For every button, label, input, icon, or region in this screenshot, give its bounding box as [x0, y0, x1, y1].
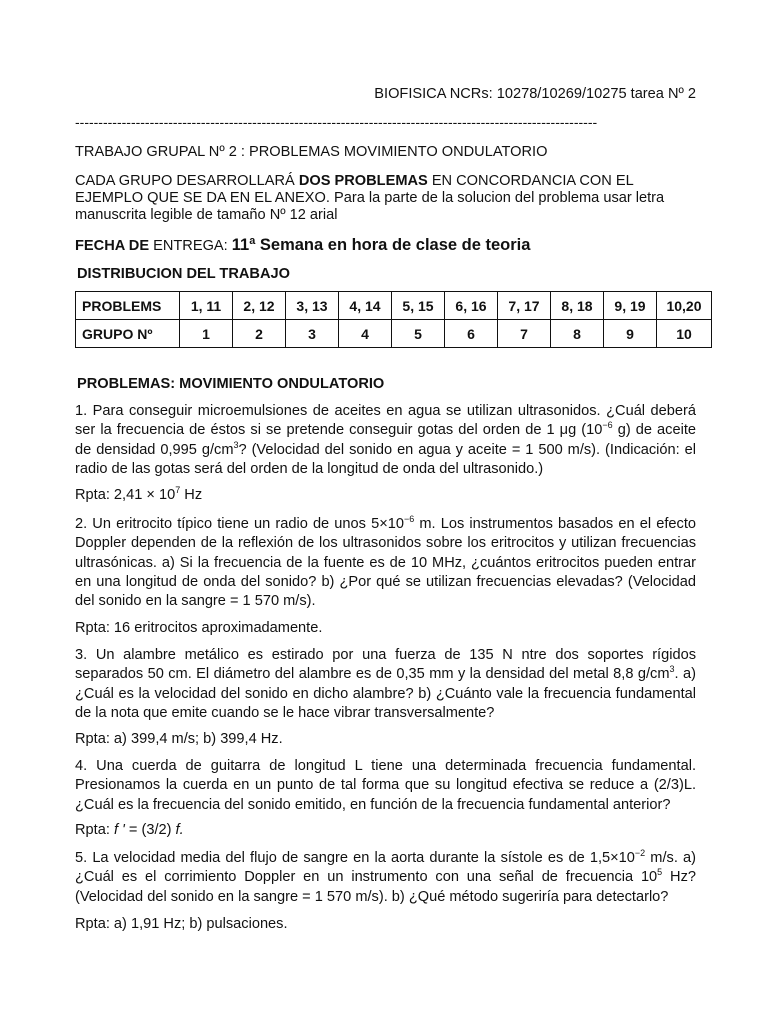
answer-italic: f ' — [113, 822, 125, 838]
table-cell: 8 — [551, 320, 604, 348]
table-row — [76, 292, 712, 320]
intro-text: CADA GRUPO DESARROLLARÁ — [75, 173, 299, 189]
table-cell: 7, 17 — [498, 292, 551, 320]
problem-text: 1. Para conseguir microemulsiones de aceites en agua se utilizan ultrasonidos. ¿Cuál deberá ser la frecuencia de éstos si se pretende conseguir gotas del orden de 1 μg (10 — [75, 403, 696, 439]
problem-text: . a) ¿Cuál es la velocidad del sonido en dicho alambre? b) ¿Cuánto vale la frecuencia fundamental de la nota que emite cuando se le hace vibrar transversalmente? — [75, 666, 696, 721]
answer-text: Rpta: — [75, 822, 114, 838]
intro-bold-text: DOS PROBLEMAS — [298, 173, 428, 189]
problem-text: 5. La velocidad media del flujo de sangre en la aorta durante la sístole es de 1,5×10 — [75, 850, 635, 866]
problem-4: 4. Una cuerda de guitarra de longitud L tiene una determinada frecuencia fundamental. Presionamos la cuerda en un punto de tal forma que su longitud efectiva se reduce a (2/3)L. ¿Cuál es la frecuencia del sonido emitido, en función de la frecuencia fundamental anterior? — [75, 758, 696, 813]
answer-text: Rpta: 2,41 × 10 — [75, 487, 176, 503]
problem-text: ? (Velocidad del sonido en agua y aceite = 1 500 m/s). (Indicación: el radio de las gotas será del orden de la longitud de onda del ultrasonido.) — [75, 441, 696, 477]
table-cell: 1 — [180, 320, 233, 348]
answer-text: = (3/2) — [124, 822, 176, 838]
problem-3 — [75, 646, 696, 723]
assignment-title: TRABAJO GRUPAL Nº 2 : PROBLEMAS MOVIMIENTO ONDULATORIO — [75, 144, 548, 160]
table-cell: 3, 13 — [286, 292, 339, 320]
deadline-label-2: ENTREGA: — [153, 238, 232, 254]
deadline-value: 11ª Semana en hora de clase de teoria — [231, 236, 531, 254]
table-cell: 5, 15 — [392, 292, 445, 320]
table-cell: 2, 12 — [233, 292, 286, 320]
problem-text: 3. Un alambre metálico es estirado por una fuerza de 135 N ntre dos soportes rígidos separados 50 cm. El diámetro del alambre es de 0,35 mm y la densidad del metal 8,8 g/cm — [75, 647, 696, 683]
superscript: −6 — [403, 514, 415, 525]
table-cell: 4 — [339, 320, 392, 348]
problem-text: g) de aceite de densidad 0,995 g/cm — [75, 422, 696, 458]
table-cell: 3 — [286, 320, 339, 348]
table-cell: 9, 19 — [604, 292, 657, 320]
deadline-label: FECHA DE — [75, 238, 154, 254]
superscript: 7 — [175, 485, 181, 496]
superscript: −6 — [602, 420, 613, 431]
problem-text: m. Los instrumentos basados en el efecto Doppler dependen de la reflexión de los ultrasonidos sobre los eritrocitos y utilizan frecuencias ultrasónicas. a) Si la frecuencia de la fuente es de 10 MHz, ¿cuántos eritrocitos pueden entrar en una longitud de onda del sonido? b) ¿Por qué se utilizan frecuencias elevadas? (Velocidad del sonido en la sangre = 1 570 m/s). — [75, 516, 696, 610]
answer-1 — [75, 487, 202, 503]
superscript: −2 — [634, 848, 646, 859]
answer-4 — [75, 822, 184, 838]
table-cell: 10,20 — [657, 292, 712, 320]
answer-2: Rpta: 16 eritrocitos aproximadamente. — [75, 620, 323, 636]
superscript: 3 — [669, 664, 675, 675]
table-cell: 4, 14 — [339, 292, 392, 320]
course-header: BIOFISICA NCRs: 10278/10269/10275 tarea Nº 2 — [374, 86, 696, 102]
table-cell: 10 — [657, 320, 712, 348]
answer-3: Rpta: a) 399,4 m/s; b) 399,4 Hz. — [75, 731, 283, 747]
table-cell: 9 — [604, 320, 657, 348]
table-cell: 8, 18 — [551, 292, 604, 320]
problem-1 — [75, 402, 696, 479]
table-cell: 6, 16 — [445, 292, 498, 320]
row-label-group: GRUPO Nº — [76, 320, 180, 348]
problem-text: m/s. a) ¿Cuál es el corrimiento Doppler en un instrumento con una señal de frecuencia 10 — [75, 850, 696, 886]
answer-text: Hz — [180, 487, 203, 503]
table-row — [76, 320, 712, 348]
table-cell: 2 — [233, 320, 286, 348]
row-label-problems: PROBLEMS — [76, 292, 180, 320]
answer-italic: f. — [175, 822, 184, 838]
table-cell: 1, 11 — [180, 292, 233, 320]
superscript: 3 — [233, 439, 239, 450]
superscript: 5 — [657, 867, 663, 878]
deadline-line — [75, 236, 530, 255]
distribution-table — [75, 291, 712, 348]
problem-text: 2. Un eritrocito típico tiene un radio de unos 5×10 — [75, 516, 404, 532]
problem-2 — [75, 515, 696, 611]
answer-5: Rpta: a) 1,91 Hz; b) pulsaciones. — [75, 916, 288, 932]
table-cell: 7 — [498, 320, 551, 348]
problem-5 — [75, 849, 696, 907]
problem-text: Hz? (Velocidad del sonido en la sangre = 1 570 m/s). b) ¿Qué método sugeriría para detectarlo? — [75, 869, 696, 905]
table-cell: 5 — [392, 320, 445, 348]
table-cell: 6 — [445, 320, 498, 348]
distribution-heading: DISTRIBUCION DEL TRABAJO — [77, 266, 290, 282]
intro-text-rest: EN CONCORDANCIA CON EL EJEMPLO QUE SE DA EN EL ANEXO. Para la parte de la solucion del problema usar letra manuscrita legible de tamaño Nº 12 arial — [75, 173, 665, 223]
problems-heading: PROBLEMAS: MOVIMIENTO ONDULATORIO — [77, 376, 385, 392]
separator-line: ---------------------------------------------------------------------------------------------------------------- — [75, 114, 598, 130]
instructions-paragraph — [75, 173, 700, 224]
